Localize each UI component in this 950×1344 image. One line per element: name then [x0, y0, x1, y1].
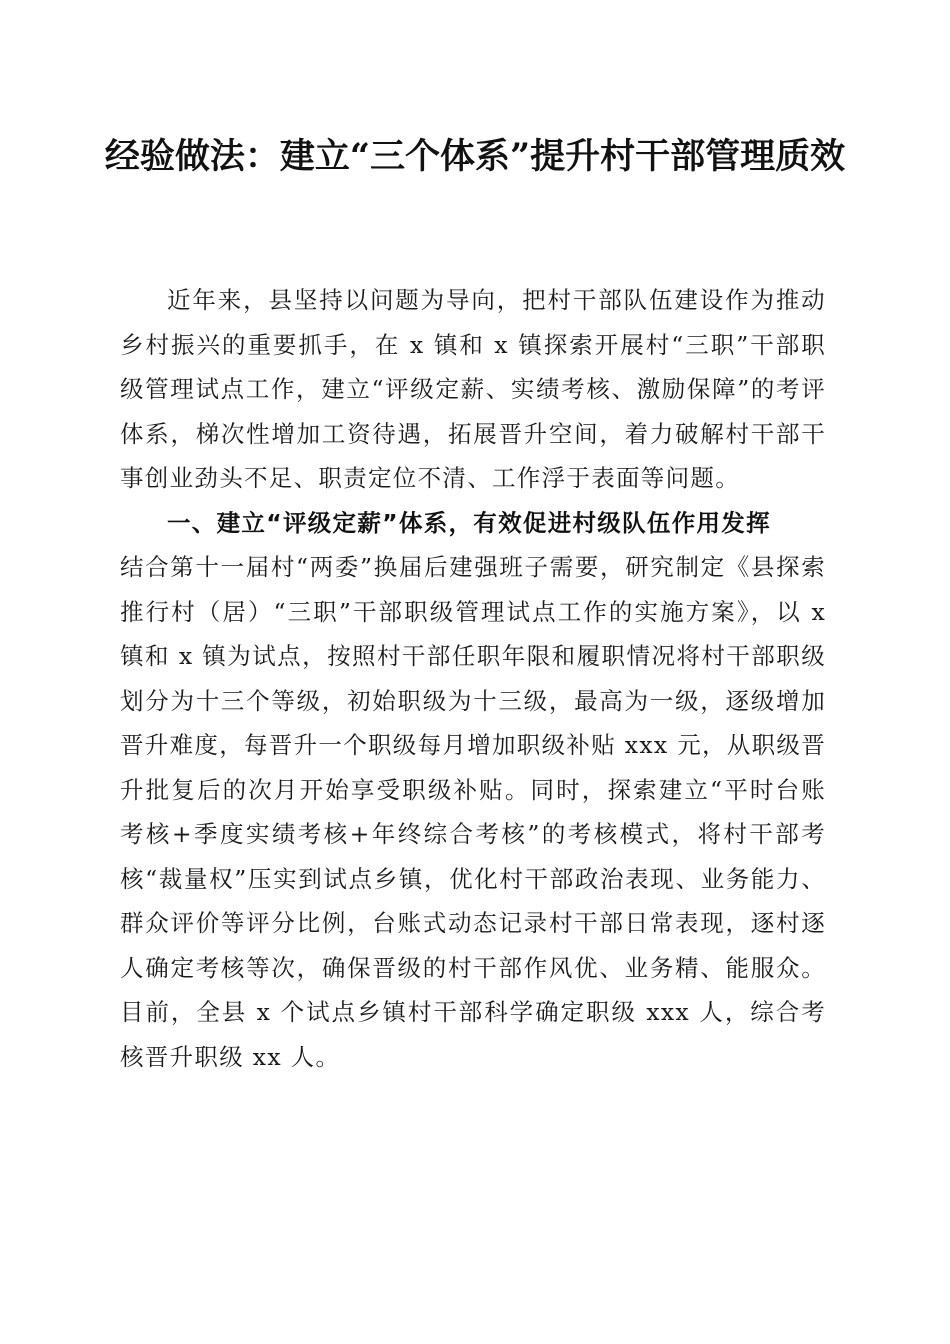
section-heading-1: 一、建立“评级定薪”体系，有效促进村级队伍作用发挥 [167, 508, 771, 537]
intro-paragraph: 近年来，县坚持以问题为导向，把村干部队伍建设作为推动乡村振兴的重要抓手，在 x 镇和 x 镇探索开展村“三职”干部职级管理试点工作，建立“评级定薪、实绩考核、激励保障”的考评体系，梯次性增加工资待遇，拓展晋升空间，着力破解村干部干事创业劲头不足、职责定位不清、工作浮于表面等问题。 [120, 286, 826, 492]
document-body [120, 278, 826, 1079]
document-title: 经验做法：建立“三个体系”提升村干部管理质效 [104, 136, 846, 177]
section-paragraph-1: 结合第十一届村“两委”换届后建强班子需要，研究制定《县探索推行村（居）“三职”干部职级管理试点工作的实施方案》，以 x 镇和 x 镇为试点，按照村干部任职年限和履职情况将村干部职级划分为十三个等级，初始职级为十三级，最高为一级，逐级增加晋升难度，每晋升一个职级每月增加职级补贴 xxx 元，从职级晋升批复后的次月开始享受职级补贴。同时，探索建立“平时台账考核+季度实绩考核+年终综合考核”的考核模式，将村干部考核“裁量权”压实到试点乡镇，优化村干部政治表现、业务能力、群众评价等评分比例，台账式动态记录村干部日常表现，逐村逐人确定考核等次，确保晋级的村干部作风优、业务精、能服众。目前，全县 x 个试点乡镇村干部科学确定职级 xxx 人，综合考核晋升职级 xx 人。 [120, 553, 826, 1071]
